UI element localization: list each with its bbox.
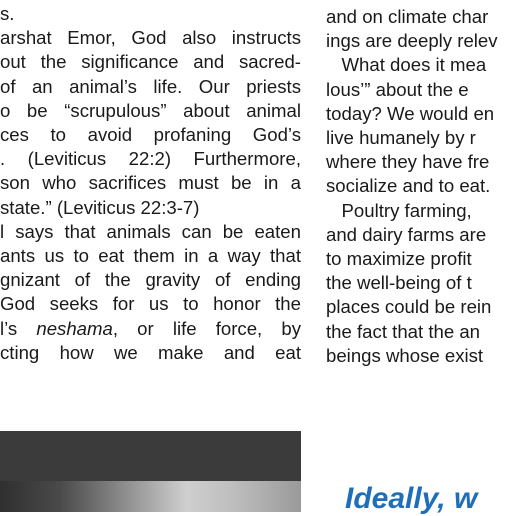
pull-quote: Ideally, w xyxy=(345,482,478,515)
right-line-11: the well-being of t xyxy=(326,272,472,294)
left-line-1: arshat Emor, God also instructs xyxy=(0,27,301,49)
right-line-12: places could be rein xyxy=(326,296,492,318)
left-line-11: gnizant of the gravity of ending xyxy=(0,269,301,291)
left-line-8: state.” (Leviticus 22:3-7) xyxy=(0,196,200,218)
left-line-5: ces to avoid profaning God’s xyxy=(0,124,301,146)
left-line-3: of an animal’s life. Our priests xyxy=(0,75,301,97)
neshama-italic: neshama xyxy=(36,317,113,339)
right-line-5: live humanely by r xyxy=(326,127,476,149)
left-line-10: ants us to eat them in a way that xyxy=(0,245,301,267)
right-line-7: socialize and to eat. xyxy=(326,175,491,197)
left-text-column xyxy=(0,0,301,418)
left-line-13-end: , or life force, by xyxy=(112,317,301,339)
right-line-2: What does it mea xyxy=(326,54,487,76)
left-line-0: s. xyxy=(0,3,15,24)
right-line-9: and dairy farms are xyxy=(326,223,487,245)
right-line-13: the fact that the an xyxy=(326,320,481,342)
right-line-4: today? We would en xyxy=(326,102,495,124)
right-line-1: ings are deeply relev xyxy=(326,30,498,52)
left-line-6: . (Leviticus 22:2) Furthermore, xyxy=(0,148,301,170)
left-line-13 xyxy=(0,317,301,341)
left-line-7: son who sacrifices must be in a xyxy=(0,172,301,194)
left-line-2: out the significance and sacred- xyxy=(0,51,301,73)
right-line-3: lous’” about the e xyxy=(326,78,469,100)
right-line-14: beings whose exist xyxy=(326,344,484,366)
right-line-10: to maximize profit xyxy=(326,248,472,270)
right-line-8: Poultry farming, xyxy=(326,199,472,221)
left-line-13-start: l’s xyxy=(0,317,37,339)
photo-dark-band xyxy=(0,431,301,481)
photo-image xyxy=(0,481,301,512)
left-line-12: God seeks for us to honor the xyxy=(0,293,301,315)
left-line-4: o be “scrupulous” about animal xyxy=(0,99,301,121)
left-line-14: cting how we make and eat xyxy=(0,341,301,363)
right-line-0: and on climate char xyxy=(326,6,489,27)
right-line-6: where they have fre xyxy=(326,151,490,173)
left-line-9: l says that animals can be eaten xyxy=(0,220,301,242)
right-text-column xyxy=(326,0,512,470)
